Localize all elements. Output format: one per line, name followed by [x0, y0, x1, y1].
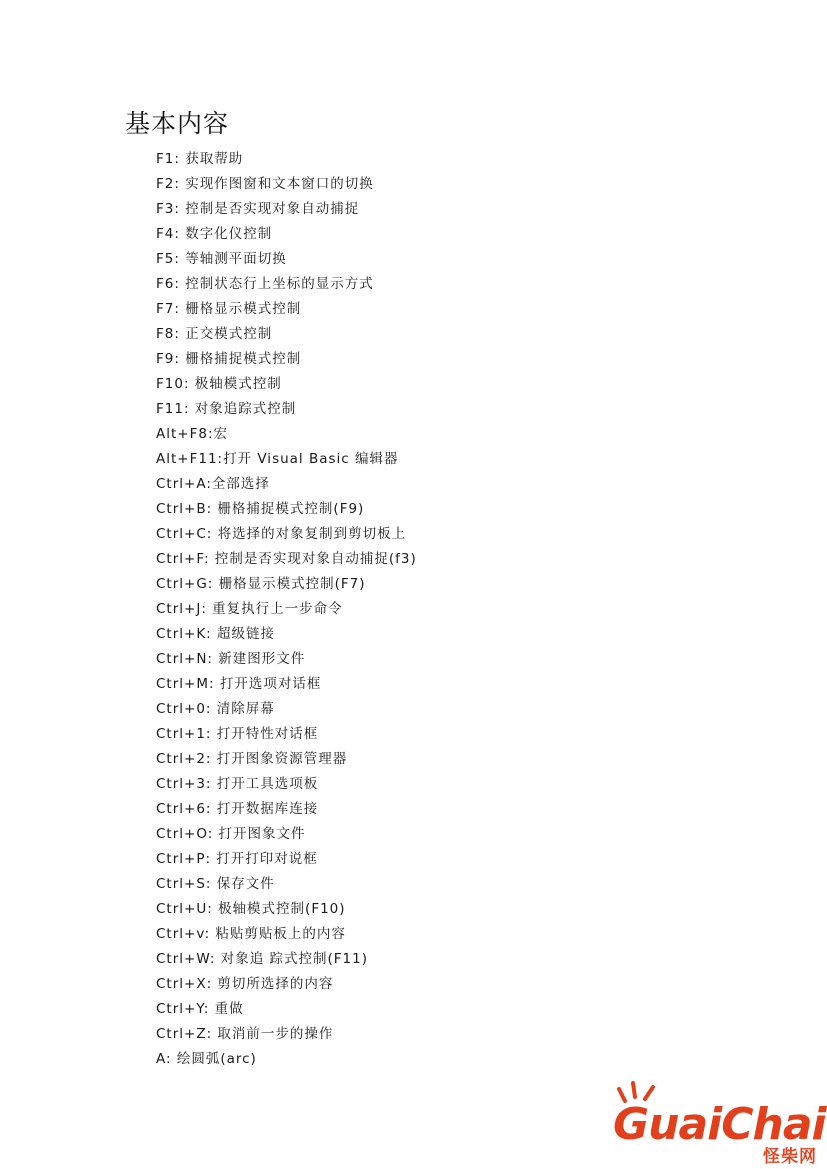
shortcut-item: F6: 控制状态行上坐标的显示方式: [156, 276, 374, 292]
shortcut-item: Ctrl+W: 对象追 踪式控制(F11): [156, 951, 368, 967]
shortcut-item: Ctrl+M: 打开选项对话框: [156, 676, 322, 692]
shortcut-item: F9: 栅格捕捉模式控制: [156, 351, 302, 367]
shortcut-item: Ctrl+P: 打开打印对说框: [156, 851, 318, 867]
shortcut-item: Ctrl+1: 打开特性对话框: [156, 726, 319, 742]
guaichai-watermark: [611, 1079, 826, 1167]
shortcut-item: Ctrl+3: 打开工具选项板: [156, 776, 319, 792]
shortcut-item: F5: 等轴测平面切换: [156, 251, 287, 267]
shortcut-item: F2: 实现作图窗和文本窗口的切换: [156, 176, 374, 192]
shortcut-item: Ctrl+N: 新建图形文件: [156, 651, 306, 667]
shortcut-item: Ctrl+Z: 取消前一步的操作: [156, 1026, 334, 1042]
shortcut-item: F1: 获取帮助: [156, 151, 244, 167]
shortcut-item: F7: 栅格显示模式控制: [156, 301, 302, 317]
shortcut-item: Ctrl+F: 控制是否实现对象自动捕捉(f3): [156, 551, 417, 567]
shortcut-item: Alt+F8:宏: [156, 426, 228, 442]
shortcut-item: Alt+F11:打开 Visual Basic 编辑器: [156, 451, 399, 467]
shortcut-item: Ctrl+X: 剪切所选择的内容: [156, 976, 334, 992]
shortcut-item: Ctrl+G: 栅格显示模式控制(F7): [156, 576, 366, 592]
shortcut-item: F3: 控制是否实现对象自动捕捉: [156, 201, 360, 217]
shortcut-item: F10: 极轴模式控制: [156, 376, 282, 392]
shortcut-item: Ctrl+v: 粘贴剪贴板上的内容: [156, 926, 346, 942]
logo-brand-text: GuaiChai: [613, 1099, 826, 1150]
shortcut-item: Ctrl+B: 栅格捕捉模式控制(F9): [156, 501, 365, 517]
shortcut-item: Ctrl+S: 保存文件: [156, 876, 275, 892]
logo-sub-text: 怪柴网: [763, 1147, 817, 1167]
shortcut-item: Ctrl+2: 打开图象资源管理器: [156, 751, 348, 767]
shortcut-item: A: 绘圆弧(arc): [156, 1051, 257, 1067]
shortcut-list: [156, 147, 417, 1072]
shortcut-item: Ctrl+A:全部选择: [156, 476, 270, 492]
shortcut-item: Ctrl+6: 打开数据库连接: [156, 801, 319, 817]
shortcut-item: Ctrl+J: 重复执行上一步命令: [156, 601, 343, 617]
shortcut-item: Ctrl+K: 超级链接: [156, 626, 276, 642]
shortcut-item: Ctrl+0: 清除屏幕: [156, 701, 275, 717]
shortcut-item: Ctrl+O: 打开图象文件: [156, 826, 306, 842]
shortcut-item: F8: 正交模式控制: [156, 326, 273, 342]
shortcut-item: F4: 数字化仪控制: [156, 226, 273, 242]
shortcut-item: Ctrl+Y: 重做: [156, 1001, 244, 1017]
page-title: 基本内容: [125, 109, 230, 138]
shortcut-item: Ctrl+U: 极轴模式控制(F10): [156, 901, 346, 917]
shortcut-item: Ctrl+C: 将选择的对象复制到剪切板上: [156, 526, 407, 542]
shortcut-item: F11: 对象追踪式控制: [156, 401, 297, 417]
